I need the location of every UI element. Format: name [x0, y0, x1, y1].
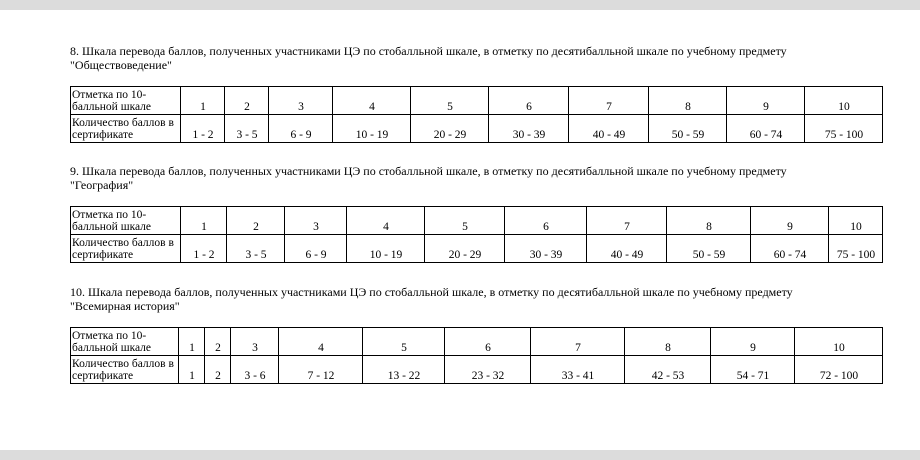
scale-section-social-studies: [70, 44, 882, 143]
score-row: [71, 235, 883, 263]
score-cell: 33 - 41: [531, 356, 625, 384]
section-heading: [70, 44, 882, 72]
grade-cell: 6: [445, 328, 531, 356]
grade-cell: 6: [489, 87, 569, 115]
score-row-label: Количество баллов в сертификате: [71, 115, 181, 143]
grade-cell: 4: [347, 207, 425, 235]
grade-row: [71, 207, 883, 235]
grade-cell: 3: [285, 207, 347, 235]
score-cell: 50 - 59: [649, 115, 727, 143]
score-cell: 13 - 22: [363, 356, 445, 384]
grade-cell: 8: [625, 328, 711, 356]
score-cell: 42 - 53: [625, 356, 711, 384]
grade-cell: 6: [505, 207, 587, 235]
scale-section-world-history: [70, 285, 882, 384]
score-cell: 2: [205, 356, 231, 384]
conversion-table: [70, 206, 883, 263]
grade-cell: 5: [411, 87, 489, 115]
heading-subject: "Всемирная история": [70, 299, 180, 313]
viewer-bottom-strip: [0, 450, 920, 460]
score-cell: 75 - 100: [829, 235, 883, 263]
heading-line: 10. Шкала перевода баллов, полученных участниками ЦЭ по стобалльной шкале, в отметку по десятибалльной шкале по учебному предмету: [70, 285, 793, 299]
score-cell: 20 - 29: [425, 235, 505, 263]
grade-cell: 4: [279, 328, 363, 356]
grade-cell: 4: [333, 87, 411, 115]
score-cell: 72 - 100: [795, 356, 883, 384]
grade-cell: 2: [205, 328, 231, 356]
score-cell: 40 - 49: [587, 235, 667, 263]
grade-row: [71, 328, 883, 356]
scale-section-geography: [70, 164, 882, 263]
grade-cell: 10: [795, 328, 883, 356]
grade-cell: 7: [587, 207, 667, 235]
viewer-top-strip: [0, 0, 920, 10]
score-cell: 1 - 2: [181, 235, 227, 263]
score-cell: 3 - 6: [231, 356, 279, 384]
score-cell: 30 - 39: [505, 235, 587, 263]
score-cell: 60 - 74: [727, 115, 805, 143]
grade-cell: 3: [269, 87, 333, 115]
heading-line: 9. Шкала перевода баллов, полученных участниками ЦЭ по стобалльной шкале, в отметку по десятибалльной шкале по учебному предмету: [70, 164, 787, 178]
score-cell: 10 - 19: [347, 235, 425, 263]
score-cell: 6 - 9: [285, 235, 347, 263]
score-cell: 10 - 19: [333, 115, 411, 143]
grade-cell: 5: [425, 207, 505, 235]
grade-cell: 8: [667, 207, 751, 235]
score-row-label: Количество баллов в сертификате: [71, 356, 179, 384]
grade-cell: 7: [569, 87, 649, 115]
score-row: [71, 356, 883, 384]
section-heading: [70, 285, 882, 313]
grade-cell: 5: [363, 328, 445, 356]
score-row-label: Количество баллов в сертификате: [71, 235, 181, 263]
grade-row: [71, 87, 883, 115]
score-cell: 1: [179, 356, 205, 384]
grade-row-label: Отметка по 10-балльной шкале: [71, 87, 181, 115]
heading-line: 8. Шкала перевода баллов, полученных участниками ЦЭ по стобалльной шкале, в отметку по десятибалльной шкале по учебному предмету: [70, 44, 787, 58]
score-cell: 20 - 29: [411, 115, 489, 143]
heading-subject: "Обществоведение": [70, 58, 172, 72]
heading-subject: "География": [70, 178, 134, 192]
score-cell: 30 - 39: [489, 115, 569, 143]
grade-cell: 2: [225, 87, 269, 115]
grade-cell: 7: [531, 328, 625, 356]
score-cell: 23 - 32: [445, 356, 531, 384]
grade-cell: 8: [649, 87, 727, 115]
section-heading: [70, 164, 882, 192]
grade-cell: 9: [711, 328, 795, 356]
score-cell: 75 - 100: [805, 115, 883, 143]
grade-cell: 9: [751, 207, 829, 235]
grade-cell: 10: [829, 207, 883, 235]
score-cell: 3 - 5: [227, 235, 285, 263]
score-cell: 1 - 2: [181, 115, 225, 143]
grade-cell: 1: [179, 328, 205, 356]
score-cell: 60 - 74: [751, 235, 829, 263]
score-cell: 54 - 71: [711, 356, 795, 384]
grade-cell: 9: [727, 87, 805, 115]
score-cell: 7 - 12: [279, 356, 363, 384]
score-cell: 3 - 5: [225, 115, 269, 143]
grade-row-label: Отметка по 10-балльной шкале: [71, 328, 179, 356]
score-cell: 50 - 59: [667, 235, 751, 263]
grade-row-label: Отметка по 10-балльной шкале: [71, 207, 181, 235]
grade-cell: 10: [805, 87, 883, 115]
score-cell: 6 - 9: [269, 115, 333, 143]
score-row: [71, 115, 883, 143]
conversion-table: [70, 327, 883, 384]
grade-cell: 3: [231, 328, 279, 356]
score-cell: 40 - 49: [569, 115, 649, 143]
grade-cell: 1: [181, 87, 225, 115]
grade-cell: 2: [227, 207, 285, 235]
grade-cell: 1: [181, 207, 227, 235]
conversion-table: [70, 86, 883, 143]
